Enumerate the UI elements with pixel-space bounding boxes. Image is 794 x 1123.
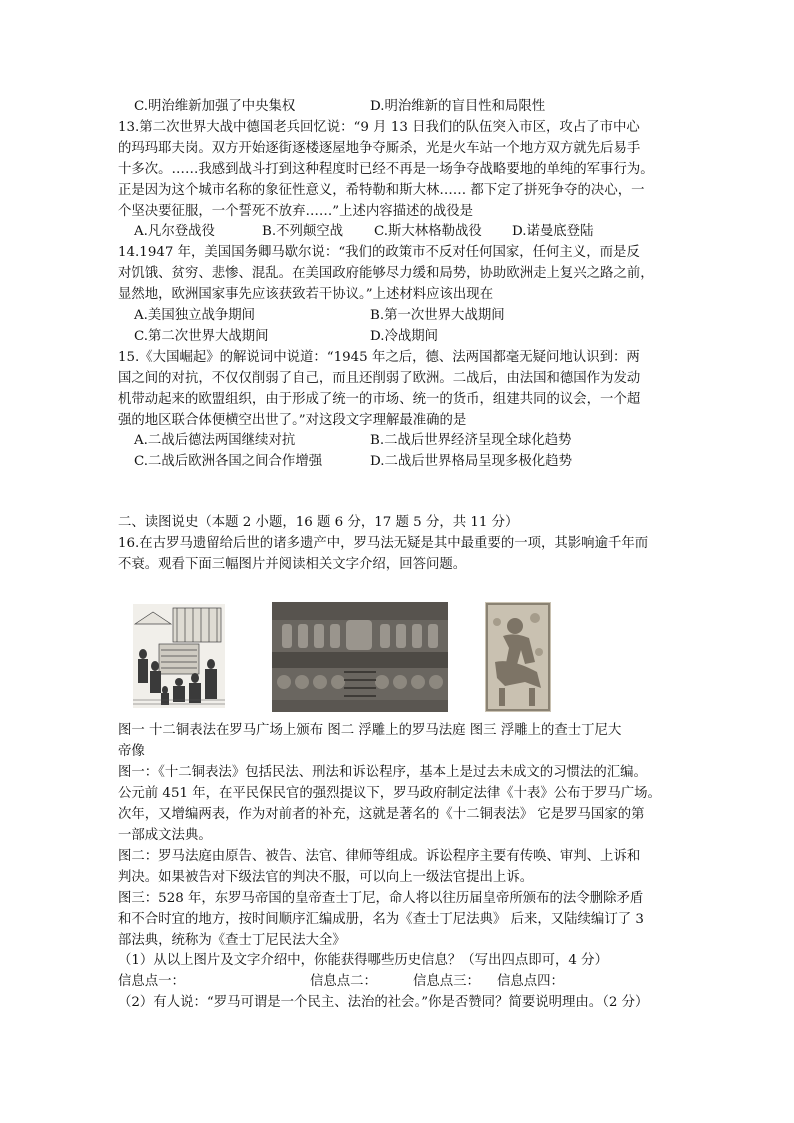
q15-line: 强的地区联合体便横空出世了。”对这段文字理解最准确的是: [118, 413, 467, 428]
roman-court-relief-image: [272, 602, 448, 712]
justinian-relief-image: [485, 602, 551, 712]
q14-option-a: A.美国独立战争期间: [134, 308, 256, 323]
q16-text-line: 图二：罗马法庭由原告、被告、法官、律师等组成。诉讼程序主要有传唤、审判、上诉和: [118, 849, 641, 864]
q13-option-d: D.诺曼底登陆: [512, 224, 594, 239]
twelve-tables-engraving-image: [133, 604, 225, 708]
image-captions-continued: 帝像: [118, 744, 145, 759]
info-point-3: 信息点三：: [413, 974, 480, 989]
q13-line: 十多次。……我感到战斗打到这种程度时已经不再是一场争夺战略要地的单纯的军事行为。: [118, 162, 654, 177]
q15-line: 国之间的对抗，不仅仅削弱了自己，而且还削弱了欧洲。二战后，由法国和德国作为发动: [118, 371, 641, 386]
option-d: D.明治维新的盲目性和局限性: [370, 99, 546, 114]
q14-option-c: C.第二次世界大战期间: [134, 329, 269, 344]
image-captions: 图一 十二铜表法在罗马广场上颁布 图二 浮雕上的罗马法庭 图三 浮雕上的查士丁尼大: [118, 723, 622, 738]
q13-option-c: C.斯大林格勒战役: [374, 224, 482, 239]
q16-text-line: 图三：528 年，东罗马帝国的皇帝查士丁尼，命人将以往历届皇帝所颁布的法令删除矛盾: [118, 891, 644, 906]
info-point-2: 信息点二：: [310, 974, 377, 989]
q15-option-a: A.二战后德法两国继续对抗: [134, 433, 296, 448]
q16-intro-line: 16.在古罗马遗留给后世的诸多遗产中，罗马法无疑是其中最重要的一项，其影响逾千年而: [118, 536, 649, 551]
q16-text-line: 判决。如果被告对下级法官的判决不服，可以向上一级法官提出上诉。: [118, 870, 534, 885]
section-heading: 二、读图说史（本题 2 小题，16 题 6 分，17 题 5 分，共 11 分）: [118, 515, 519, 530]
q14-line: 对饥饿、贫穷、悲惨、混乱。在美国政府能够尽力缓和局势，协助欧洲走上复兴之路之前，: [118, 266, 654, 281]
q15-option-c: C.二战后欧洲各国之间合作增强: [134, 454, 323, 469]
q14-option-b: B.第一次世界大战期间: [370, 308, 505, 323]
q15-option-d: D.二战后世界格局呈现多极化趋势: [370, 454, 572, 469]
info-point-4: 信息点四：: [497, 974, 564, 989]
q13-line: 13.第二次世界大战中德国老兵回忆说：“9 月 13 日我们的队伍突入市区，攻占了市中心: [118, 120, 640, 135]
q16-text-line: 一部成文法典。: [118, 828, 212, 843]
q14-option-d: D.冷战期间: [370, 329, 439, 344]
q13-line: 的玛玛耶夫岗。双方开始逐街逐楼逐屋地争夺厮杀，光是火车站一个地方双方就先后易手: [118, 141, 641, 156]
q16-text-line: 和不合时宜的地方，按时间顺序汇编成册，名为《查士丁尼法典》 后来，又陆续编订了 3: [118, 912, 644, 927]
q15-line: 机带动起来的欧盟组织，由于形成了统一的市场、统一的货币，组建共同的议会，一个超: [118, 392, 641, 407]
q15-line: 15.《大国崛起》的解说词中说道：“1945 年之后，德、法两国都毫无疑问地认识到：两: [118, 350, 640, 365]
q16-sub2-prompt: （2）有人说：“罗马可谓是一个民主、法治的社会。”你是否赞同？简要说明理由。（2 分）: [118, 995, 649, 1010]
q16-text-line: 次年，又增编两表，作为对前者的补充，这就是著名的《十二铜表法》 它是罗马国家的第: [118, 807, 645, 822]
q16-text-line: 图一：《十二铜表法》包括民法、刑法和诉讼程序，基本上是过去未成文的习惯法的汇编。: [118, 765, 647, 780]
q13-option-b: B.不列颠空战: [262, 224, 344, 239]
q13-line: 正是因为这个城市名称的象征性意义，希特勒和斯大林…… 都下定了拼死争夺的决心，一: [118, 183, 645, 198]
q13-line: 个坚决要征服，一个誓死不放弃……”上述内容描述的战役是: [118, 204, 474, 219]
q16-text-line: 公元前 451 年，在平民保民官的强烈提议下，罗马政府制定法律《十表》公布于罗马广场。: [118, 786, 661, 801]
q16-sub1-prompt: （1）从以上图片及文字介绍中，你能获得哪些历史信息？（写出四点即可，4 分）: [118, 953, 608, 968]
option-c: C.明治维新加强了中央集权: [134, 99, 296, 114]
q14-line: 14.1947 年，美国国务卿马歇尔说：“我们的政策市不反对任何国家，任何主义，而是反: [118, 245, 640, 260]
q16-text-line: 部法典，统称为《查士丁尼民法大全》: [118, 933, 346, 948]
info-point-1: 信息点一：: [118, 974, 185, 989]
q16-intro-line: 不衰。观看下面三幅图片并阅读相关文字介绍，回答问题。: [118, 557, 467, 572]
q13-option-a: A.凡尔登战役: [134, 224, 215, 239]
q15-option-b: B.二战后世界经济呈现全球化趋势: [370, 433, 572, 448]
q14-line: 显然地，欧洲国家事先应该获致若干协议。”上述材料应该出现在: [118, 287, 494, 302]
